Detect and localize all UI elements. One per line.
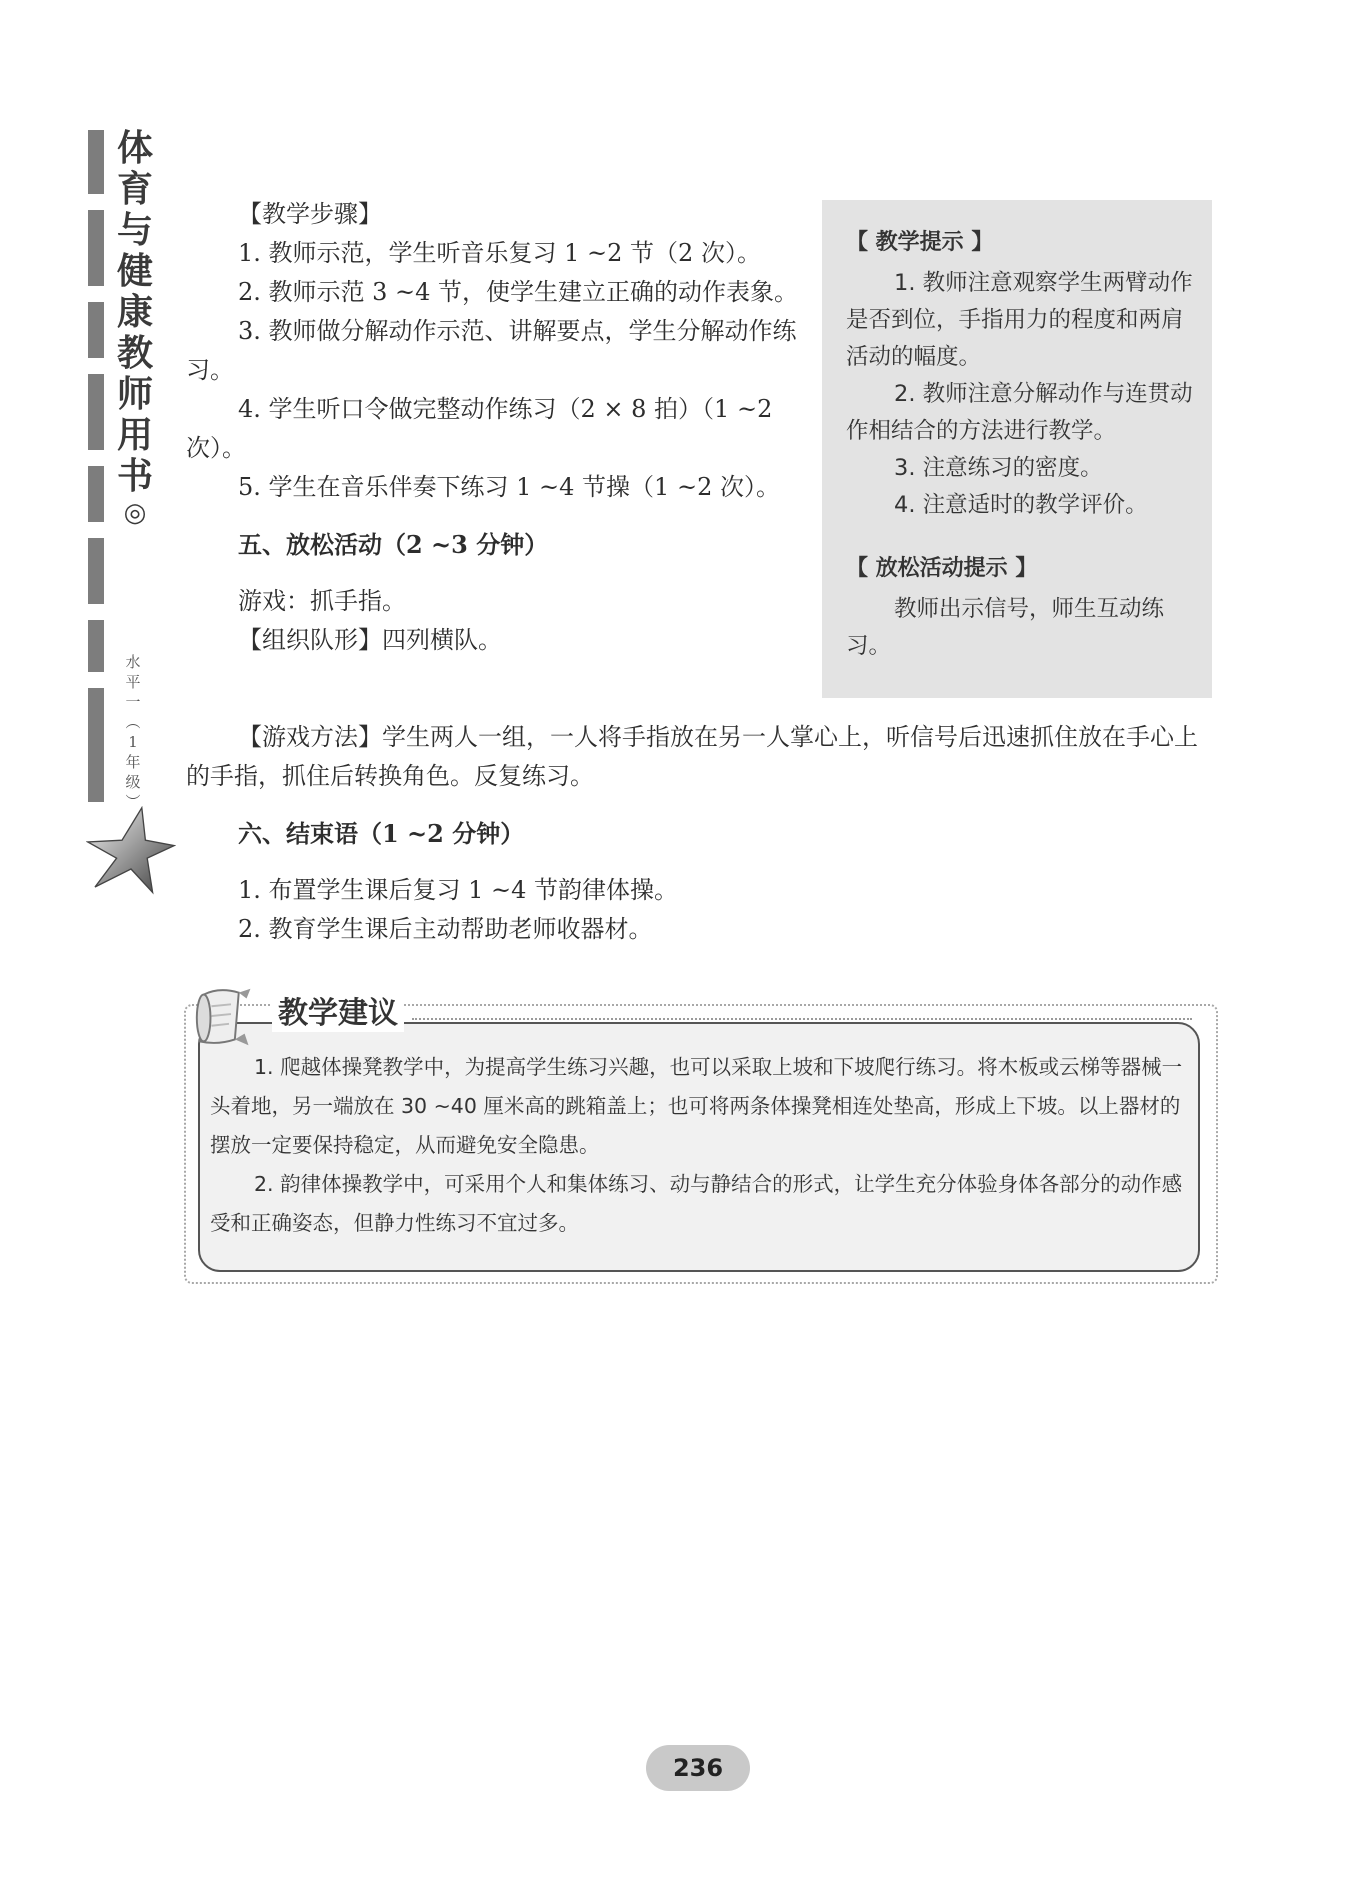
teaching-tips-heading: 【 教学提示 】 bbox=[846, 230, 994, 255]
level-subtitle-vertical: 水 平 一 ︵ 1 年 级 ︶ bbox=[125, 653, 141, 811]
tip-item: 2. 教师注意分解动作与连贯动作相结合的方法进行教学。 bbox=[846, 381, 1193, 444]
suggestion-item: 2. 韵律体操教学中，可采用个人和集体练习、动与静结合的形式，让学生充分体验身体各部分的动作感受和正确姿态，但静力性练习不宜过多。 bbox=[210, 1172, 1183, 1235]
ending-item: 2. 教育学生课后主动帮助老师收器材。 bbox=[238, 915, 653, 943]
side-decoration-bar bbox=[88, 130, 106, 802]
game-and-ending bbox=[186, 718, 1216, 949]
steps-heading: 【教学步骤】 bbox=[238, 200, 382, 228]
scroll-icon bbox=[190, 984, 268, 1050]
step-item: 2. 教师示范 3 ~4 节，使学生建立正确的动作表象。 bbox=[238, 278, 799, 306]
step-item: 3. 教师做分解动作示范、讲解要点，学生分解动作练习。 bbox=[186, 317, 797, 384]
page-number: 236 bbox=[646, 1745, 750, 1791]
tip-item: 1. 教师注意观察学生两臂动作是否到位，手指用力的程度和两肩活动的幅度。 bbox=[846, 270, 1193, 370]
suggestion-title: 教学建议 bbox=[272, 988, 404, 1032]
tip-item: 3. 注意练习的密度。 bbox=[894, 455, 1103, 481]
relax-tips-heading: 【 放松活动提示 】 bbox=[846, 556, 1038, 581]
step-item: 1. 教师示范，学生听音乐复习 1 ~2 节（2 次）。 bbox=[238, 239, 761, 267]
ending-heading: 六、结束语（1 ~2 分钟） bbox=[238, 819, 525, 848]
suggestion-text bbox=[210, 1048, 1186, 1243]
game-method: 【游戏方法】学生两人一组，一人将手指放在另一人掌心上，听信号后迅速抓住放在手心上的手指，抓住后转换角色。反复练习。 bbox=[186, 723, 1198, 790]
formation-text: 【组织队形】四列横队。 bbox=[238, 626, 502, 654]
suggestion-item: 1. 爬越体操凳教学中，为提高学生练习兴趣，也可以采取上坡和下坡爬行练习。将木板或云梯等器械一头着地，另一端放在 30 ~40 厘米高的跳箱盖上；也可将两条体操凳相连处垫高，形成上下坡。以上器材的摆放一定要保持稳定，从而避免安全隐患。 bbox=[210, 1055, 1183, 1157]
relax-heading: 五、放松活动（2 ~3 分钟） bbox=[238, 530, 549, 559]
suggestion-title-line bbox=[412, 1018, 1192, 1020]
step-item: 4. 学生听口令做完整动作练习（2 × 8 拍）（1 ~2 次）。 bbox=[186, 395, 773, 462]
tip-item: 4. 注意适时的教学评价。 bbox=[894, 492, 1148, 518]
teaching-tips-box bbox=[822, 200, 1212, 698]
lesson-steps bbox=[186, 195, 800, 660]
book-title-vertical: 体 育 与 健 康 教 师 用 书 ◎ bbox=[116, 127, 153, 528]
step-item: 5. 学生在音乐伴奏下练习 1 ~4 节操（1 ~2 次）。 bbox=[238, 473, 780, 501]
ending-item: 1. 布置学生课后复习 1 ~4 节韵律体操。 bbox=[238, 876, 679, 904]
relax-tip-text: 教师出示信号，师生互动练习。 bbox=[846, 596, 1165, 659]
star-icon bbox=[86, 806, 176, 896]
game-name: 游戏：抓手指。 bbox=[238, 587, 406, 615]
